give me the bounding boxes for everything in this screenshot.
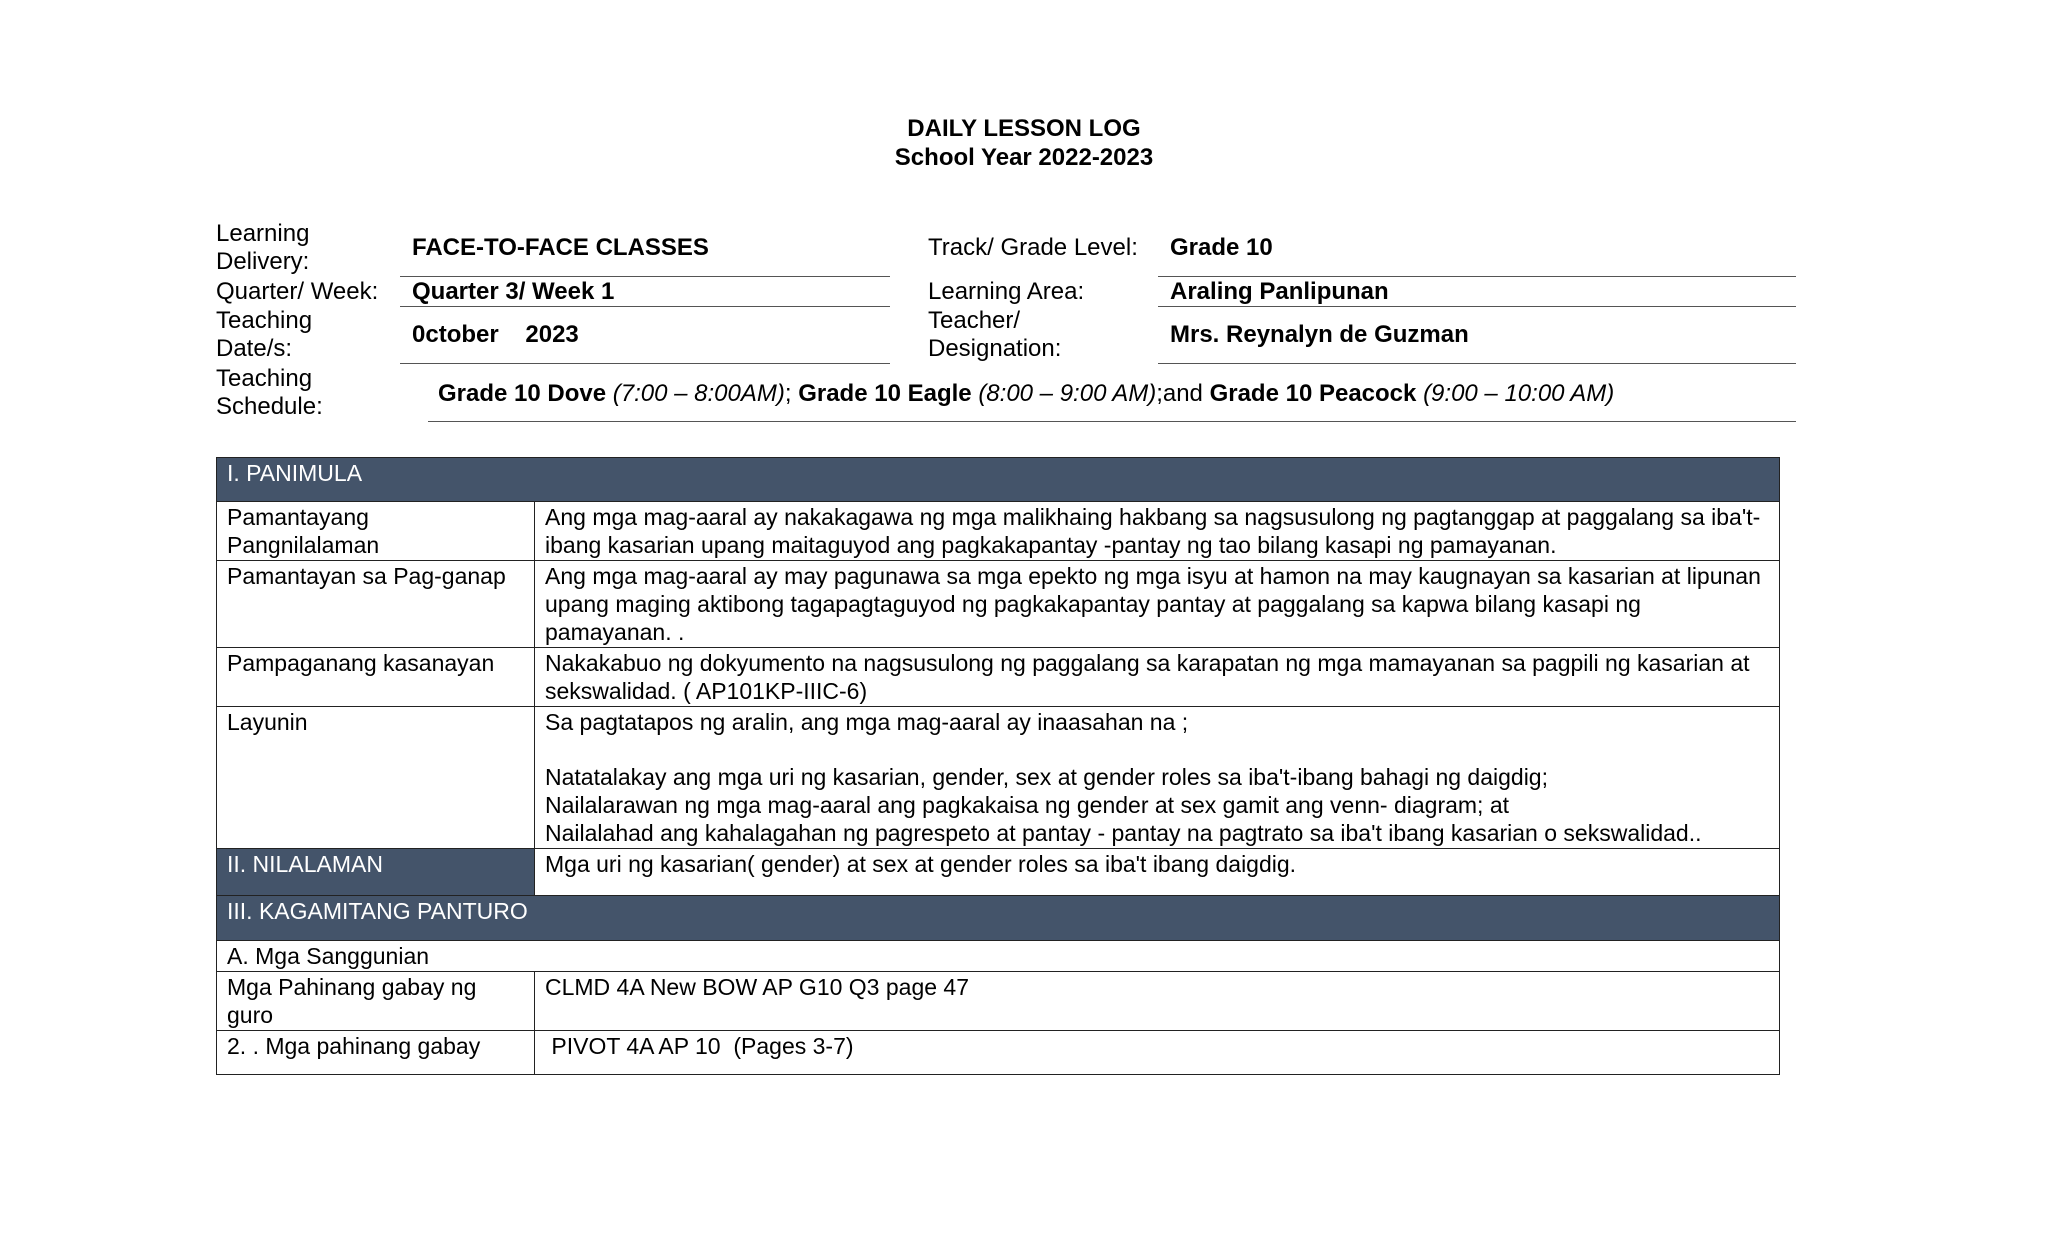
row-label-layunin: Layunin (217, 707, 535, 849)
layunin-intro: Sa pagtatapos ng aralin, ang mga mag-aaral ay inaasahan na ; (545, 709, 1189, 735)
row-text-kasanayan: Nakakabuo ng dokyumento na nagsusulong ng paggalang sa karapatan ng mga mamayanan sa pagpili ng kasarian at sekswalidad. ( AP101KP-IIIC-6) (535, 648, 1780, 707)
table-row (217, 1031, 1780, 1075)
quarter-week-label: Quarter/ Week: (216, 278, 379, 305)
layunin-objective-3: Nailalahad ang kahalagahan ng pagrespeto at pantay - pantay na pagtrato sa iba't ibang kasarian o sekswalidad.. (545, 820, 1702, 846)
underline (400, 363, 890, 364)
track-grade-label: Track/ Grade Level: (928, 234, 1138, 261)
underline (400, 276, 890, 277)
teaching-schedule-label: Teaching Schedule: (216, 365, 323, 420)
row-text-layunin (535, 707, 1780, 849)
row-text-nilalaman: Mga uri ng kasarian( gender) at sex at gender roles sa iba't ibang daigdig. (535, 849, 1780, 896)
schedule-eagle-time: (8:00 – 9:00 AM) (978, 380, 1157, 407)
section-panimula: I. PANIMULA (217, 458, 1780, 502)
underline (1158, 363, 1796, 364)
learning-area-label: Learning Area: (928, 278, 1085, 305)
quarter-week-value: Quarter 3/ Week 1 (412, 278, 615, 305)
schedule-separator: ; (784, 380, 799, 407)
table-row (217, 941, 1780, 972)
schedule-dove: Grade 10 Dove (438, 380, 607, 407)
table-row (217, 707, 1780, 849)
teacher-value: Mrs. Reynalyn de Guzman (1170, 321, 1469, 348)
row-text-pagganap: Ang mga mag-aaral ay may pagunawa sa mga epekto ng mga isyu at hamon na may kaugnayan sa kasarian at lipunan upang maging aktibong tagapagtaguyod ng pagkakapantay pantay at paggalang sa kapwa bilang kasapi ng pamayanan. . (535, 561, 1780, 648)
section-nilalaman: II. NILALAMAN (217, 849, 535, 896)
section-header-row (217, 896, 1780, 941)
teaching-schedule-value (438, 380, 1614, 408)
school-year: School Year 2022-2023 (894, 144, 1154, 171)
document-title (0, 114, 2048, 172)
row-label-gabay-guro: Mga Pahinang gabay ng guro (217, 972, 535, 1031)
row-label-pagganap: Pamantayan sa Pag-ganap (217, 561, 535, 648)
schedule-eagle: Grade 10 Eagle (798, 380, 972, 407)
underline (1158, 306, 1796, 307)
learning-delivery-label: Learning Delivery: (216, 220, 310, 275)
underline (1158, 276, 1796, 277)
schedule-separator: ;and (1156, 380, 1210, 407)
underline (428, 421, 1796, 422)
table-row (217, 849, 1780, 896)
table-row (217, 502, 1780, 561)
table-row (217, 972, 1780, 1031)
row-label-sanggunian: A. Mga Sanggunian (217, 941, 1780, 972)
teaching-date-value: 0ctober 2023 (412, 321, 579, 348)
row-text-gabay-guro: CLMD 4A New BOW AP G10 Q3 page 47 (535, 972, 1780, 1031)
blank-line (545, 736, 1770, 763)
layunin-objective-1: Natatalakay ang mga uri ng kasarian, gender, sex at gender roles sa iba't-ibang bahagi ng daigdig; (545, 764, 1548, 790)
lesson-table (216, 457, 1780, 1075)
section-header-row (217, 458, 1780, 502)
table-row (217, 648, 1780, 707)
underline (400, 306, 890, 307)
learning-area-value: Araling Panlipunan (1170, 278, 1389, 305)
row-text-pamantayang: Ang mga mag-aaral ay nakakagawa ng mga malikhaing hakbang sa nagsusulong ng pagtanggap at paggalang sa iba't-ibang kasarian upang maitaguyod ang pagkakapantay -pantay ng tao bilang kasapi ng pamayanan. (535, 502, 1780, 561)
track-grade-value: Grade 10 (1170, 234, 1273, 261)
schedule-dove-time: (7:00 – 8:00AM) (612, 380, 785, 407)
layunin-objective-2: Nailalarawan ng mga mag-aaral ang pagkakaisa ng gender at sex gamit ang venn- diagram; at (545, 792, 1510, 818)
table-row (217, 561, 1780, 648)
teaching-date-label: Teaching Date/s: (216, 307, 313, 362)
row-text-gabay: PIVOT 4A AP 10 (Pages 3-7) (535, 1031, 1780, 1075)
teacher-label: Teacher/ Designation: (928, 307, 1062, 362)
lesson-log-title: DAILY LESSON LOG (907, 115, 1141, 142)
schedule-peacock-time: (9:00 – 10:00 AM) (1423, 380, 1615, 407)
row-label-pamantayang: Pamantayang Pangnilalaman (217, 502, 535, 561)
learning-delivery-value: FACE-TO-FACE CLASSES (412, 234, 709, 261)
row-label-kasanayan: Pampaganang kasanayan (217, 648, 535, 707)
row-label-gabay: 2. . Mga pahinang gabay (217, 1031, 535, 1075)
schedule-peacock: Grade 10 Peacock (1209, 380, 1417, 407)
section-kagamitan: III. KAGAMITANG PANTURO (217, 896, 1780, 941)
